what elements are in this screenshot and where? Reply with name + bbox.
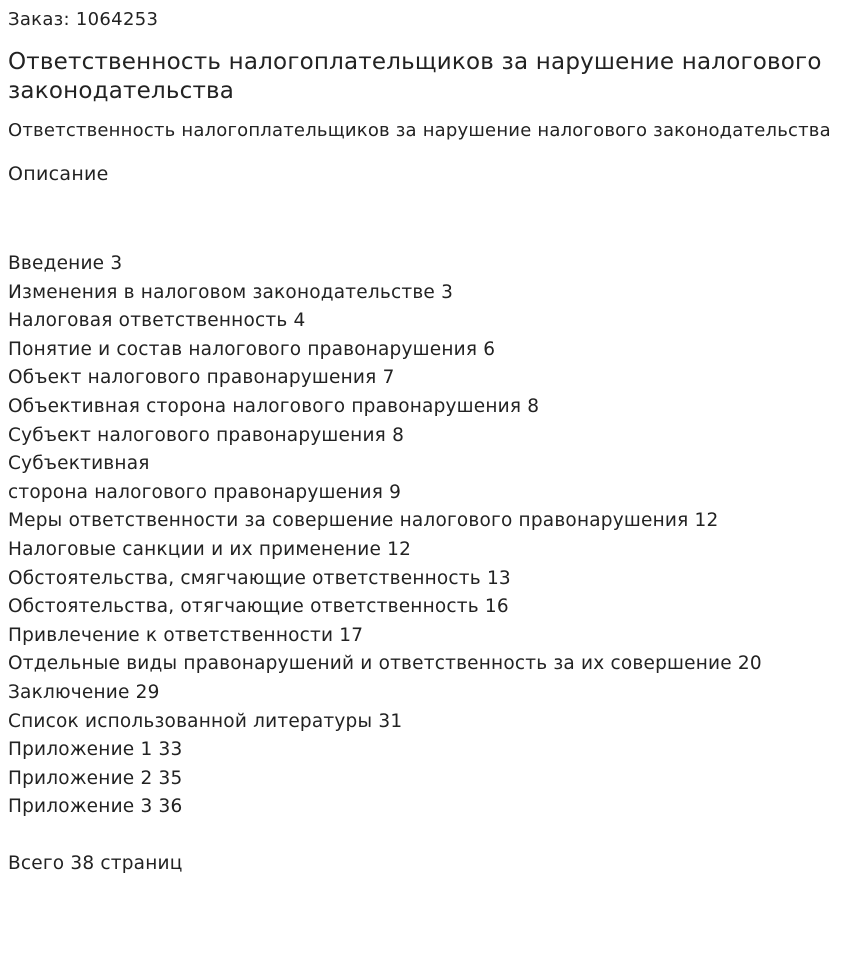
order-number: Заказ: 1064253 (8, 9, 159, 30)
toc-item: Изменения в налоговом законодательстве 3 (8, 281, 454, 303)
toc-item: Обстоятельства, смягчающие ответственность 13 (8, 567, 511, 589)
toc-item: Объективная сторона налогового правонарушения 8 (8, 395, 540, 417)
toc-item: Введение 3 (8, 253, 123, 274)
page-title: Ответственность налогоплательщиков за нарушение налогового законодательства (8, 49, 822, 104)
toc-item: Приложение 3 36 (8, 796, 183, 818)
toc-item: Список использованной литературы 31 (8, 710, 403, 732)
toc-item: Приложение 1 33 (8, 739, 183, 761)
total-pages: Всего 38 страниц (8, 853, 183, 875)
description-heading: Описание (8, 163, 109, 185)
toc-item: Обстоятельства, отягчающие ответственность 16 (8, 596, 509, 618)
toc-item: Отдельные виды правонарушений и ответственность за их совершение 20 (8, 653, 762, 675)
toc-item: Заключение 29 (8, 681, 160, 703)
toc-item: сторона налогового правонарушения 9 (8, 481, 402, 503)
toc-item: Объект налогового правонарушения 7 (8, 367, 395, 389)
toc-item: Приложение 2 35 (8, 767, 183, 789)
toc-item: Понятие и состав налогового правонарушения 6 (8, 338, 496, 360)
toc-item: Привлечение к ответственности 17 (8, 624, 364, 646)
toc-item: Субъективная (8, 453, 150, 475)
toc-item: Налоговые санкции и их применение 12 (8, 538, 412, 560)
page-subtitle: Ответственность налогоплательщиков за нарушение налогового законодательства (8, 120, 831, 141)
toc-item: Налоговая ответственность 4 (8, 310, 306, 332)
toc-item: Субъект налогового правонарушения 8 (8, 424, 405, 446)
table-of-contents (8, 250, 839, 822)
toc-item: Меры ответственности за совершение налогового правонарушения 12 (8, 510, 719, 532)
